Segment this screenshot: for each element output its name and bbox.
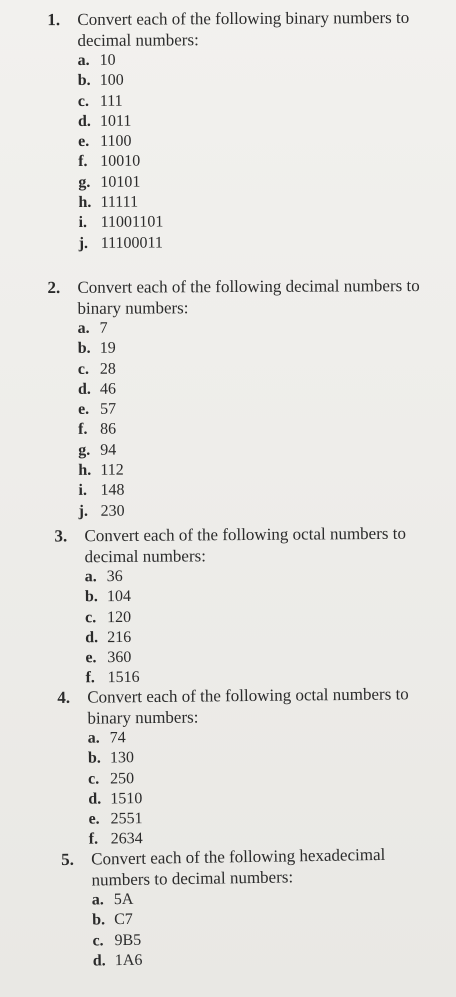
exercise-value: 2634 [110, 830, 143, 848]
exercise-letter: a. [87, 729, 100, 747]
exercise-list [85, 565, 436, 690]
exercise-letter: a. [77, 51, 90, 69]
exercise-letter: c. [88, 770, 100, 788]
problem-header [47, 275, 427, 319]
exercise-letter: b. [77, 340, 91, 358]
exercise-letter: i. [78, 214, 88, 232]
exercise-item [78, 150, 428, 172]
exercise-value: 28 [99, 360, 116, 378]
exercise-letter: h. [78, 461, 92, 479]
exercise-letter: f. [78, 421, 88, 439]
problem-instruction: Convert each of the following octal numbers to decimal numbers: [84, 523, 407, 567]
exercise-item [85, 605, 435, 628]
problem-number: 3. [54, 526, 68, 546]
exercise-letter: f. [88, 831, 99, 849]
exercise-letter: g. [78, 173, 91, 191]
exercise-value: 7 [99, 319, 108, 337]
exercise-letter: e. [88, 810, 100, 828]
exercise-list [78, 317, 429, 522]
exercise-value: 9B5 [114, 931, 142, 949]
exercise-letter: g. [78, 441, 91, 459]
exercise-letter: h. [78, 193, 92, 212]
exercise-letter: c. [92, 931, 104, 950]
exercise-item [85, 646, 435, 669]
exercise-letter: c. [77, 92, 89, 110]
exercise-value: 36 [106, 567, 123, 586]
problem-instruction: Convert each of the following octal numbers to binary numbers: [87, 684, 409, 728]
exercise-item [85, 565, 435, 588]
exercise-value: 5A [113, 890, 134, 909]
exercise-letter: a. [91, 891, 104, 909]
exercise-list [92, 885, 443, 972]
exercise-value: 120 [107, 608, 132, 626]
exercise-item [78, 358, 428, 380]
exercise-item [78, 191, 428, 213]
exercise-item [78, 337, 428, 359]
exercise-item [78, 89, 428, 111]
exercise-letter: d. [88, 790, 102, 808]
exercise-letter: b. [77, 72, 91, 90]
exercise-item [78, 110, 428, 132]
exercise-letter: e. [85, 649, 97, 667]
exercise-value: 10010 [100, 153, 141, 171]
exercise-letter: d. [92, 952, 106, 970]
exercise-item [78, 459, 428, 481]
exercise-value: 2551 [110, 810, 143, 828]
exercise-list [78, 49, 429, 254]
exercise-value: 111 [99, 92, 123, 110]
exercise-item [78, 418, 428, 440]
exercise-item [79, 211, 429, 233]
problem-header [57, 683, 437, 729]
exercise-item [78, 130, 428, 152]
exercise-value: 19 [99, 339, 116, 358]
problem-number: 1. [47, 10, 61, 30]
problem-4 [57, 683, 439, 851]
exercise-value: 1100 [100, 132, 132, 151]
exercise-letter: d. [77, 380, 91, 398]
problem-number: 2. [47, 277, 61, 297]
exercise-letter: c. [85, 608, 97, 626]
exercise-item [78, 378, 428, 400]
exercise-item [79, 500, 429, 522]
exercise-value: 130 [109, 749, 134, 767]
problem-instruction: Convert each of the following decimal numbers to binary numbers: [77, 276, 420, 318]
exercise-value: 1011 [99, 112, 132, 130]
problem-number: 4. [57, 687, 71, 707]
exercise-value: C7 [114, 911, 133, 929]
exercise-letter: j. [78, 234, 89, 252]
exercise-value: 216 [107, 628, 132, 646]
exercise-letter: f. [78, 153, 88, 171]
exercise-item [78, 49, 428, 71]
exercise-item [78, 398, 428, 420]
problem-header [54, 523, 434, 568]
exercise-value: 57 [100, 400, 117, 418]
problem-number: 5. [61, 849, 75, 869]
exercise-value: 230 [100, 502, 125, 520]
exercise-item [78, 69, 428, 91]
exercise-letter: a. [84, 568, 97, 586]
exercise-value: 46 [99, 380, 116, 398]
exercise-item [85, 625, 435, 648]
exercise-item [78, 317, 428, 339]
exercise-value: 1A6 [114, 951, 143, 970]
exercise-item [79, 232, 429, 254]
exercise-item [85, 585, 435, 608]
problem-3 [54, 523, 435, 690]
exercise-letter: e. [78, 133, 90, 151]
problem-instruction: Convert each of the following hexadecimal numbers to decimal numbers: [91, 844, 386, 890]
problem-5 [61, 843, 443, 972]
exercise-letter: d. [77, 112, 91, 130]
exercise-value: 148 [100, 481, 125, 500]
exercise-value: 360 [107, 649, 132, 667]
exercise-value: 11001101 [100, 213, 164, 232]
exercise-value: 250 [110, 769, 135, 788]
exercise-letter: i. [78, 482, 87, 500]
exercise-letter: e. [78, 400, 90, 419]
exercise-letter: b. [84, 588, 98, 606]
exercise-value: 74 [109, 729, 126, 747]
exercise-value: 86 [100, 421, 117, 439]
exercise-letter: f. [85, 669, 95, 687]
exercise-value: 94 [100, 441, 117, 459]
exercise-letter: d. [85, 629, 99, 647]
exercise-letter: a. [77, 319, 90, 337]
problem-2 [47, 275, 428, 522]
problem-header [61, 843, 442, 891]
exercise-letter: j. [78, 502, 88, 520]
exercise-item [93, 946, 443, 972]
exercise-item [78, 439, 428, 461]
exercise-letter: b. [87, 749, 101, 767]
exercise-value: 104 [106, 588, 131, 606]
exercise-value: 10101 [100, 173, 141, 191]
exercise-value: 1510 [110, 789, 143, 808]
exercise-letter: b. [92, 911, 106, 929]
exercise-letter: c. [77, 360, 89, 378]
exercise-value: 100 [99, 71, 124, 90]
exercise-list [88, 725, 439, 850]
exercise-value: 11100011 [100, 234, 163, 252]
problem-1 [47, 7, 428, 254]
exercise-value: 1516 [107, 669, 140, 687]
exercise-value: 10 [99, 51, 116, 69]
problem-header [47, 7, 427, 51]
exercise-item [78, 171, 428, 193]
exercise-item [78, 479, 428, 501]
problem-instruction: Convert each of the following binary numbers to decimal numbers: [77, 7, 410, 50]
exercise-value: 11111 [100, 193, 139, 211]
exercise-value: 112 [100, 461, 124, 479]
